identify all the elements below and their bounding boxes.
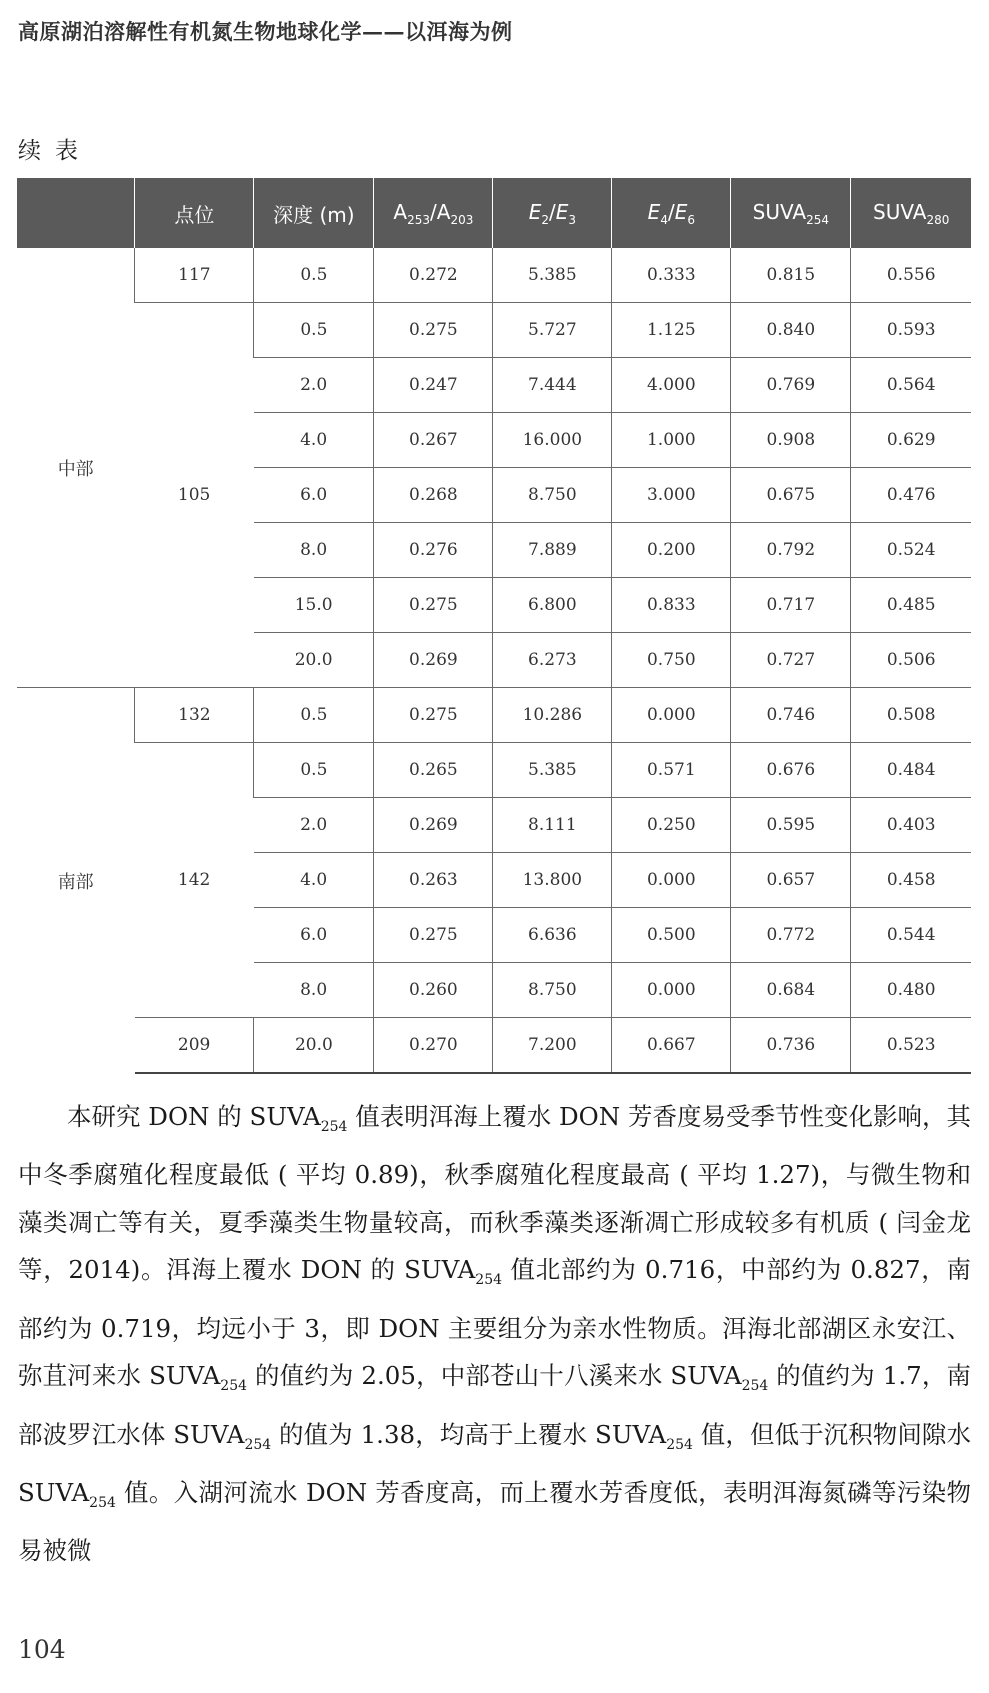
e2-e3-cell: 6.273 (493, 633, 612, 688)
a-ratio-cell: 0.268 (374, 468, 493, 523)
e4-e6-cell: 0.333 (612, 248, 731, 303)
suva280-cell: 0.556 (851, 248, 971, 303)
table-body (17, 248, 971, 1073)
depth-cell: 8.0 (254, 523, 374, 578)
suva280-cell: 0.508 (851, 688, 971, 743)
depth-cell: 4.0 (254, 853, 374, 908)
subscript-text: 254 (741, 1378, 769, 1395)
header-site: 点位 (135, 178, 254, 248)
suva280-cell: 0.403 (851, 798, 971, 853)
body-text-run: 本研究 DON 的 SUVA (18, 1102, 321, 1131)
suva280-cell: 0.485 (851, 578, 971, 633)
suva254-cell: 0.736 (731, 1018, 851, 1074)
body-text-run: 值表明洱海上覆水 DON 芳香度易受季节性变化影响，其中冬季腐殖化程度最低 ( 平均 0.89)，秋季腐殖化程度最高 ( 平均 1.27)，与微生物和藻类凋亡等有关，夏季藻类生物量较高，而秋季藻类逐渐凋亡形成较多有机质 ( 闫金龙等，2014)。洱海上覆水 DON 的 SUVA (18, 1102, 971, 1285)
a-ratio-cell: 0.267 (374, 413, 493, 468)
suva280-cell: 0.629 (851, 413, 971, 468)
header-region (17, 178, 135, 248)
e2-e3-cell: 5.385 (493, 248, 612, 303)
table-header-row (17, 178, 971, 248)
e4-e6-cell: 0.200 (612, 523, 731, 578)
subscript-text: 254 (475, 1272, 503, 1289)
suva254-cell: 0.684 (731, 963, 851, 1018)
table-row (17, 1018, 971, 1074)
subscript-text: 254 (220, 1378, 248, 1395)
e2-e3-cell: 16.000 (493, 413, 612, 468)
header-a-ratio: $A_{253}/A_{203}$ (374, 178, 493, 248)
region-cell: 中部 (57, 458, 94, 480)
table-row (17, 248, 971, 303)
suva254-cell: 0.657 (731, 853, 851, 908)
suva280-cell: 0.564 (851, 358, 971, 413)
depth-cell: 6.0 (254, 468, 374, 523)
depth-cell: 0.5 (254, 743, 374, 798)
data-table (17, 178, 971, 1074)
e2-e3-cell: 5.385 (493, 743, 612, 798)
suva280-cell: 0.506 (851, 633, 971, 688)
subscript-text: 254 (666, 1436, 693, 1453)
e4-e6-cell: 0.667 (612, 1018, 731, 1074)
header-suva254: $SUVA_{254}$ (731, 178, 851, 248)
header-e2-e3: $E_2/E_3$ (493, 178, 612, 248)
site-cell: 132 (135, 688, 254, 743)
site-cell: 105 (135, 303, 254, 688)
a-ratio-cell: 0.276 (374, 523, 493, 578)
a-ratio-cell: 0.269 (374, 633, 493, 688)
suva280-cell: 0.484 (851, 743, 971, 798)
a-ratio-cell: 0.270 (374, 1018, 493, 1074)
body-text-run: 值北部约为 0.716，中部约为 0.827，南部约为 0.719，均远小于 3，即 DON 主要组分为亲水性物质。洱海北部湖区永安江、弥苴河来水 SUVA (18, 1255, 971, 1391)
site-cell: 209 (135, 1018, 254, 1074)
e2-e3-cell: 6.800 (493, 578, 612, 633)
e4-e6-cell: 0.000 (612, 963, 731, 1018)
suva280-cell: 0.544 (851, 908, 971, 963)
e4-e6-cell: 4.000 (612, 358, 731, 413)
e2-e3-cell: 7.889 (493, 523, 612, 578)
e2-e3-cell: 6.636 (493, 908, 612, 963)
suva254-cell: 0.675 (731, 468, 851, 523)
e2-e3-cell: 7.444 (493, 358, 612, 413)
body-text-run: 的值约为 1.7，南部波罗江水体 SUVA (18, 1361, 971, 1449)
suva254-cell: 0.595 (731, 798, 851, 853)
depth-cell: 0.5 (254, 248, 374, 303)
suva280-cell: 0.523 (851, 1018, 971, 1074)
subscript-text: 254 (244, 1436, 272, 1453)
suva254-cell: 0.727 (731, 633, 851, 688)
a-ratio-cell: 0.247 (374, 358, 493, 413)
suva254-cell: 0.769 (731, 358, 851, 413)
suva280-cell: 0.524 (851, 523, 971, 578)
a-ratio-cell: 0.265 (374, 743, 493, 798)
a-ratio-cell: 0.272 (374, 248, 493, 303)
site-cell: 142 (135, 743, 254, 1018)
suva254-cell: 0.792 (731, 523, 851, 578)
e4-e6-cell: 1.000 (612, 413, 731, 468)
e4-e6-cell: 0.750 (612, 633, 731, 688)
suva254-cell: 0.815 (731, 248, 851, 303)
suva254-cell: 0.717 (731, 578, 851, 633)
a-ratio-cell: 0.275 (374, 688, 493, 743)
e2-e3-cell: 10.286 (493, 688, 612, 743)
table-row (17, 303, 971, 358)
body-text-run: 的值约为 2.05，中部苍山十八溪来水 SUVA (247, 1361, 742, 1391)
e2-e3-cell: 8.750 (493, 963, 612, 1018)
depth-cell: 2.0 (254, 798, 374, 853)
table-row (17, 688, 971, 743)
suva280-cell: 0.480 (851, 963, 971, 1018)
a-ratio-cell: 0.263 (374, 853, 493, 908)
depth-cell: 4.0 (254, 413, 374, 468)
e4-e6-cell: 3.000 (612, 468, 731, 523)
depth-cell: 15.0 (254, 578, 374, 633)
body-text-run: 值。入湖河流水 DON 芳香度高，而上覆水芳香度低，表明洱海氮磷等污染物易被微 (18, 1478, 971, 1566)
depth-cell: 8.0 (254, 963, 374, 1018)
header-suva280: $SUVA_{280}$ (851, 178, 971, 248)
e4-e6-cell: 0.500 (612, 908, 731, 963)
suva280-cell: 0.458 (851, 853, 971, 908)
e4-e6-cell: 1.125 (612, 303, 731, 358)
e2-e3-cell: 8.750 (493, 468, 612, 523)
suva280-cell: 0.593 (851, 303, 971, 358)
header-e4-e6: $E_4/E_6$ (612, 178, 731, 248)
table-caption: 续表 (18, 138, 92, 164)
body-paragraph (18, 1093, 971, 1575)
depth-cell: 2.0 (254, 358, 374, 413)
e2-e3-cell: 5.727 (493, 303, 612, 358)
depth-cell: 20.0 (254, 1018, 374, 1074)
subscript-text: 254 (89, 1494, 116, 1511)
subscript-text: 254 (320, 1118, 348, 1135)
body-text-run: 值，但低于沉积物间隙水 SUVA (18, 1419, 971, 1508)
depth-cell: 20.0 (254, 633, 374, 688)
a-ratio-cell: 0.275 (374, 908, 493, 963)
running-header: 高原湖泊溶解性有机氮生物地球化学——以洱海为例 (18, 19, 513, 44)
e4-e6-cell: 0.000 (612, 853, 731, 908)
a-ratio-cell: 0.275 (374, 578, 493, 633)
site-cell: 117 (135, 248, 254, 303)
suva254-cell: 0.908 (731, 413, 851, 468)
a-ratio-cell: 0.269 (374, 798, 493, 853)
e2-e3-cell: 13.800 (493, 853, 612, 908)
suva254-cell: 0.746 (731, 688, 851, 743)
suva254-cell: 0.772 (731, 908, 851, 963)
table-row (17, 743, 971, 798)
depth-cell: 0.5 (254, 303, 374, 358)
a-ratio-cell: 0.260 (374, 963, 493, 1018)
e2-e3-cell: 8.111 (493, 798, 612, 853)
header-depth: 深度 (m) (254, 178, 374, 248)
suva254-cell: 0.840 (731, 303, 851, 358)
e4-e6-cell: 0.250 (612, 798, 731, 853)
suva280-cell: 0.476 (851, 468, 971, 523)
e4-e6-cell: 0.571 (612, 743, 731, 798)
suva254-cell: 0.676 (731, 743, 851, 798)
depth-cell: 0.5 (254, 688, 374, 743)
e2-e3-cell: 7.200 (493, 1018, 612, 1074)
a-ratio-cell: 0.275 (374, 303, 493, 358)
page-number: 104 (18, 1635, 66, 1664)
depth-cell: 6.0 (254, 908, 374, 963)
region-cell: 南部 (17, 688, 135, 1074)
body-text-run: 的值为 1.38，均高于上覆水 SUVA (271, 1419, 667, 1449)
e4-e6-cell: 0.000 (612, 688, 731, 743)
e4-e6-cell: 0.833 (612, 578, 731, 633)
